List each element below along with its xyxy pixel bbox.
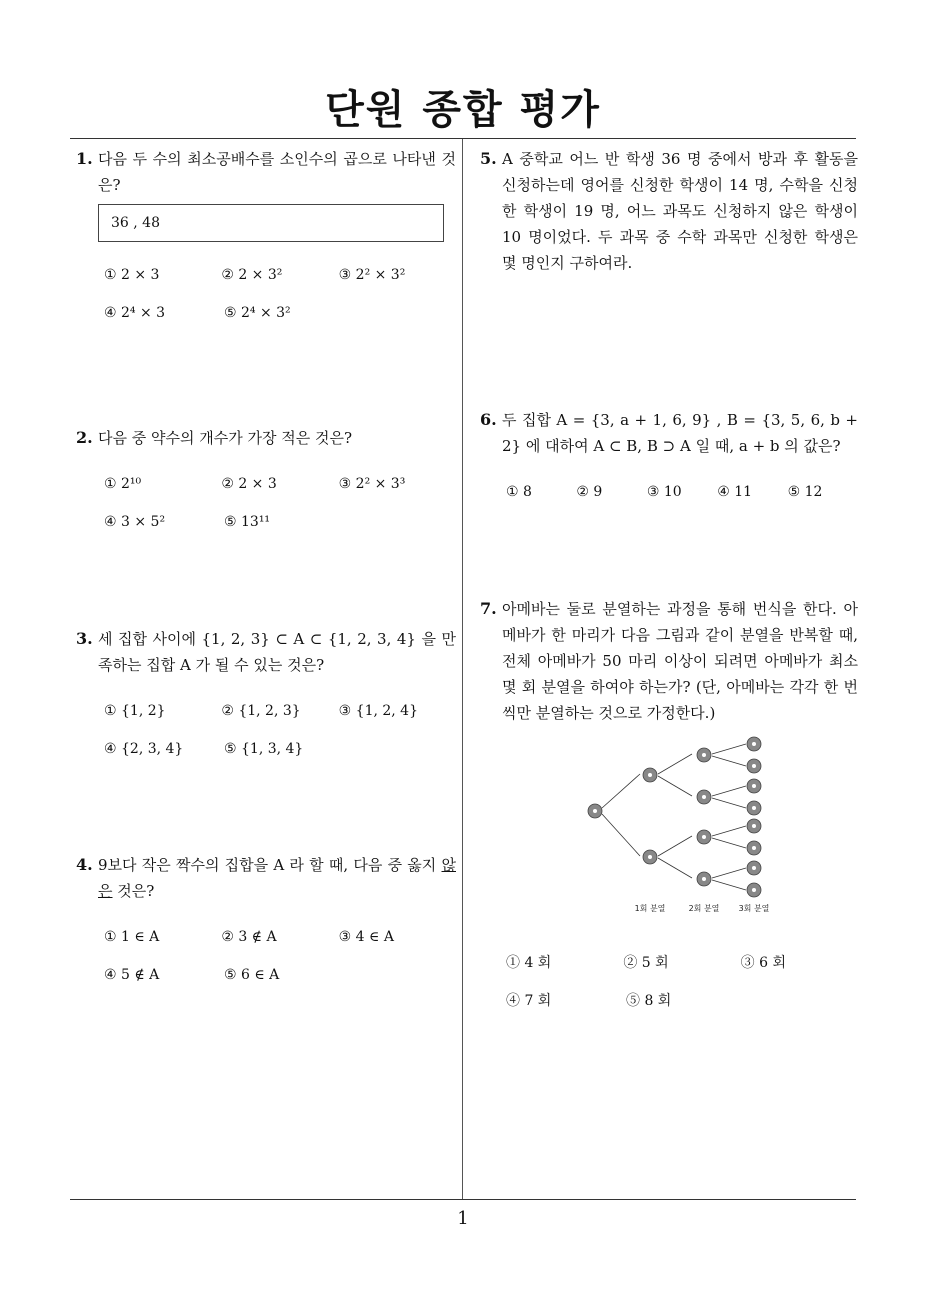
choice-4[interactable]: ④ {2, 3, 4} [104,741,184,757]
question-3 [76,626,456,768]
choice-3[interactable]: ③ 10 [646,484,682,500]
question-1 [76,146,456,332]
choice-4[interactable]: ④ 11 [717,484,753,500]
diagram-label-3: 3회 분열 [738,904,770,913]
question-text [98,852,456,904]
choice-list [104,918,456,994]
choice-4[interactable]: ④ 3 × 5² [104,514,166,530]
choice-1[interactable]: ① {1, 2} [104,703,166,719]
choice-2[interactable]: ② 2 × 3 [221,476,277,492]
question-text: 세 집합 사이에 {1, 2, 3} ⊂ A ⊂ {1, 2, 3, 4} 을 만족하는 집합 A 가 될 수 있는 것은? [98,630,456,674]
page-number: 1 [457,1208,469,1229]
question-text: 두 집합 A = {3, a + 1, 6, 9} , B = {3, 5, 6, b + 2} 에 대하여 A ⊂ B, B ⊃ A 일 때, a + b 의 값은? [502,411,858,455]
question-text: A 중학교 어느 반 학생 36 명 중에서 방과 후 활동을 신청하는데 영어를 신청한 학생이 14 명, 수학을 신청한 학생이 19 명, 어느 과목도 신청하지 않은 학생이 10 명이었다. 두 과목 중 수학 과목만 신청한 학생은 몇 명인지 구하여라. [502,150,858,272]
column-divider [462,139,463,1199]
question-6 [480,407,858,511]
choice-5[interactable]: ⑤ {1, 3, 4} [224,741,304,757]
given-box: 36 , 48 [98,204,444,242]
question-2 [76,425,456,541]
choice-4[interactable]: ④ 2⁴ × 3 [104,305,166,321]
question-7-choices [480,944,858,1020]
choice-list [104,692,456,768]
choice-2[interactable]: ② 3 ∉ A [221,929,277,945]
question-text: 다음 두 수의 최소공배수를 소인수의 곱으로 나타낸 것은? [98,150,456,194]
bottom-rule [70,1199,856,1200]
choice-3[interactable]: ③ 6 회 [740,955,786,971]
choice-2[interactable]: ② 5 회 [623,955,669,971]
choice-1[interactable]: ① 2 × 3 [104,267,160,283]
choice-list [506,944,858,1020]
choice-list [104,465,456,541]
choice-1[interactable]: ① 1 ∈ A [104,929,160,945]
question-number: 2. [76,428,93,447]
question-text: 아메바는 둘로 분열하는 과정을 통해 번식을 한다. 아메바가 한 마리가 다음 그림과 같이 분열을 반복할 때, 전체 아메바가 50 마리 이상이 되려면 아메바가 최소 몇 회 분열을 하여야 하는가? (단, 아메바는 각각 한 번씩만 분열하는 것으로 가정한다.) [502,600,858,722]
choice-3[interactable]: ③ 4 ∈ A [338,929,394,945]
question-4 [76,852,456,994]
choice-5[interactable]: ⑤ 6 ∈ A [224,967,280,983]
choice-2[interactable]: ② 2 × 3² [221,267,283,283]
diagram-label-1: 1회 분열 [634,904,666,913]
question-number: 7. [480,599,497,618]
choice-3[interactable]: ③ 2² × 3³ [338,476,406,492]
choice-5[interactable]: ⑤ 12 [787,484,823,500]
choice-1[interactable]: ① 8 [506,484,532,500]
choice-5[interactable]: ⑤ 2⁴ × 3² [224,305,291,321]
question-number: 4. [76,855,93,874]
amoeba-division-diagram [578,734,792,918]
question-number: 6. [480,410,497,429]
choice-2[interactable]: ② 9 [576,484,603,500]
question-5 [480,146,858,276]
choice-5[interactable]: ⑤ 8 회 [626,993,672,1009]
question-number: 5. [480,149,497,168]
underlined-word: 않은 [98,856,456,900]
choice-4[interactable]: ④ 5 ∉ A [104,967,160,983]
question-text: 다음 중 약수의 개수가 가장 적은 것은? [98,429,353,447]
choice-5[interactable]: ⑤ 13¹¹ [224,514,271,530]
choice-3[interactable]: ③ 2² × 3² [338,267,406,283]
choice-list [104,256,456,332]
diagram-label-2: 2회 분열 [688,904,720,913]
page-title: 단원 종합 평가 [325,87,601,133]
question-text-a: 9보다 작은 짝수의 집합을 A 라 할 때, 다음 중 옳지 [98,856,442,874]
choice-list [506,473,858,511]
question-number: 3. [76,629,93,648]
question-7 [480,596,858,726]
question-text-b: 것은? [112,882,155,900]
choice-4[interactable]: ④ 7 회 [506,993,552,1009]
choice-2[interactable]: ② {1, 2, 3} [221,703,301,719]
choice-3[interactable]: ③ {1, 2, 4} [338,703,418,719]
top-rule [70,138,856,139]
choice-1[interactable]: ① 2¹⁰ [104,476,142,492]
choice-1[interactable]: ① 4 회 [506,955,552,971]
question-number: 1. [76,149,93,168]
